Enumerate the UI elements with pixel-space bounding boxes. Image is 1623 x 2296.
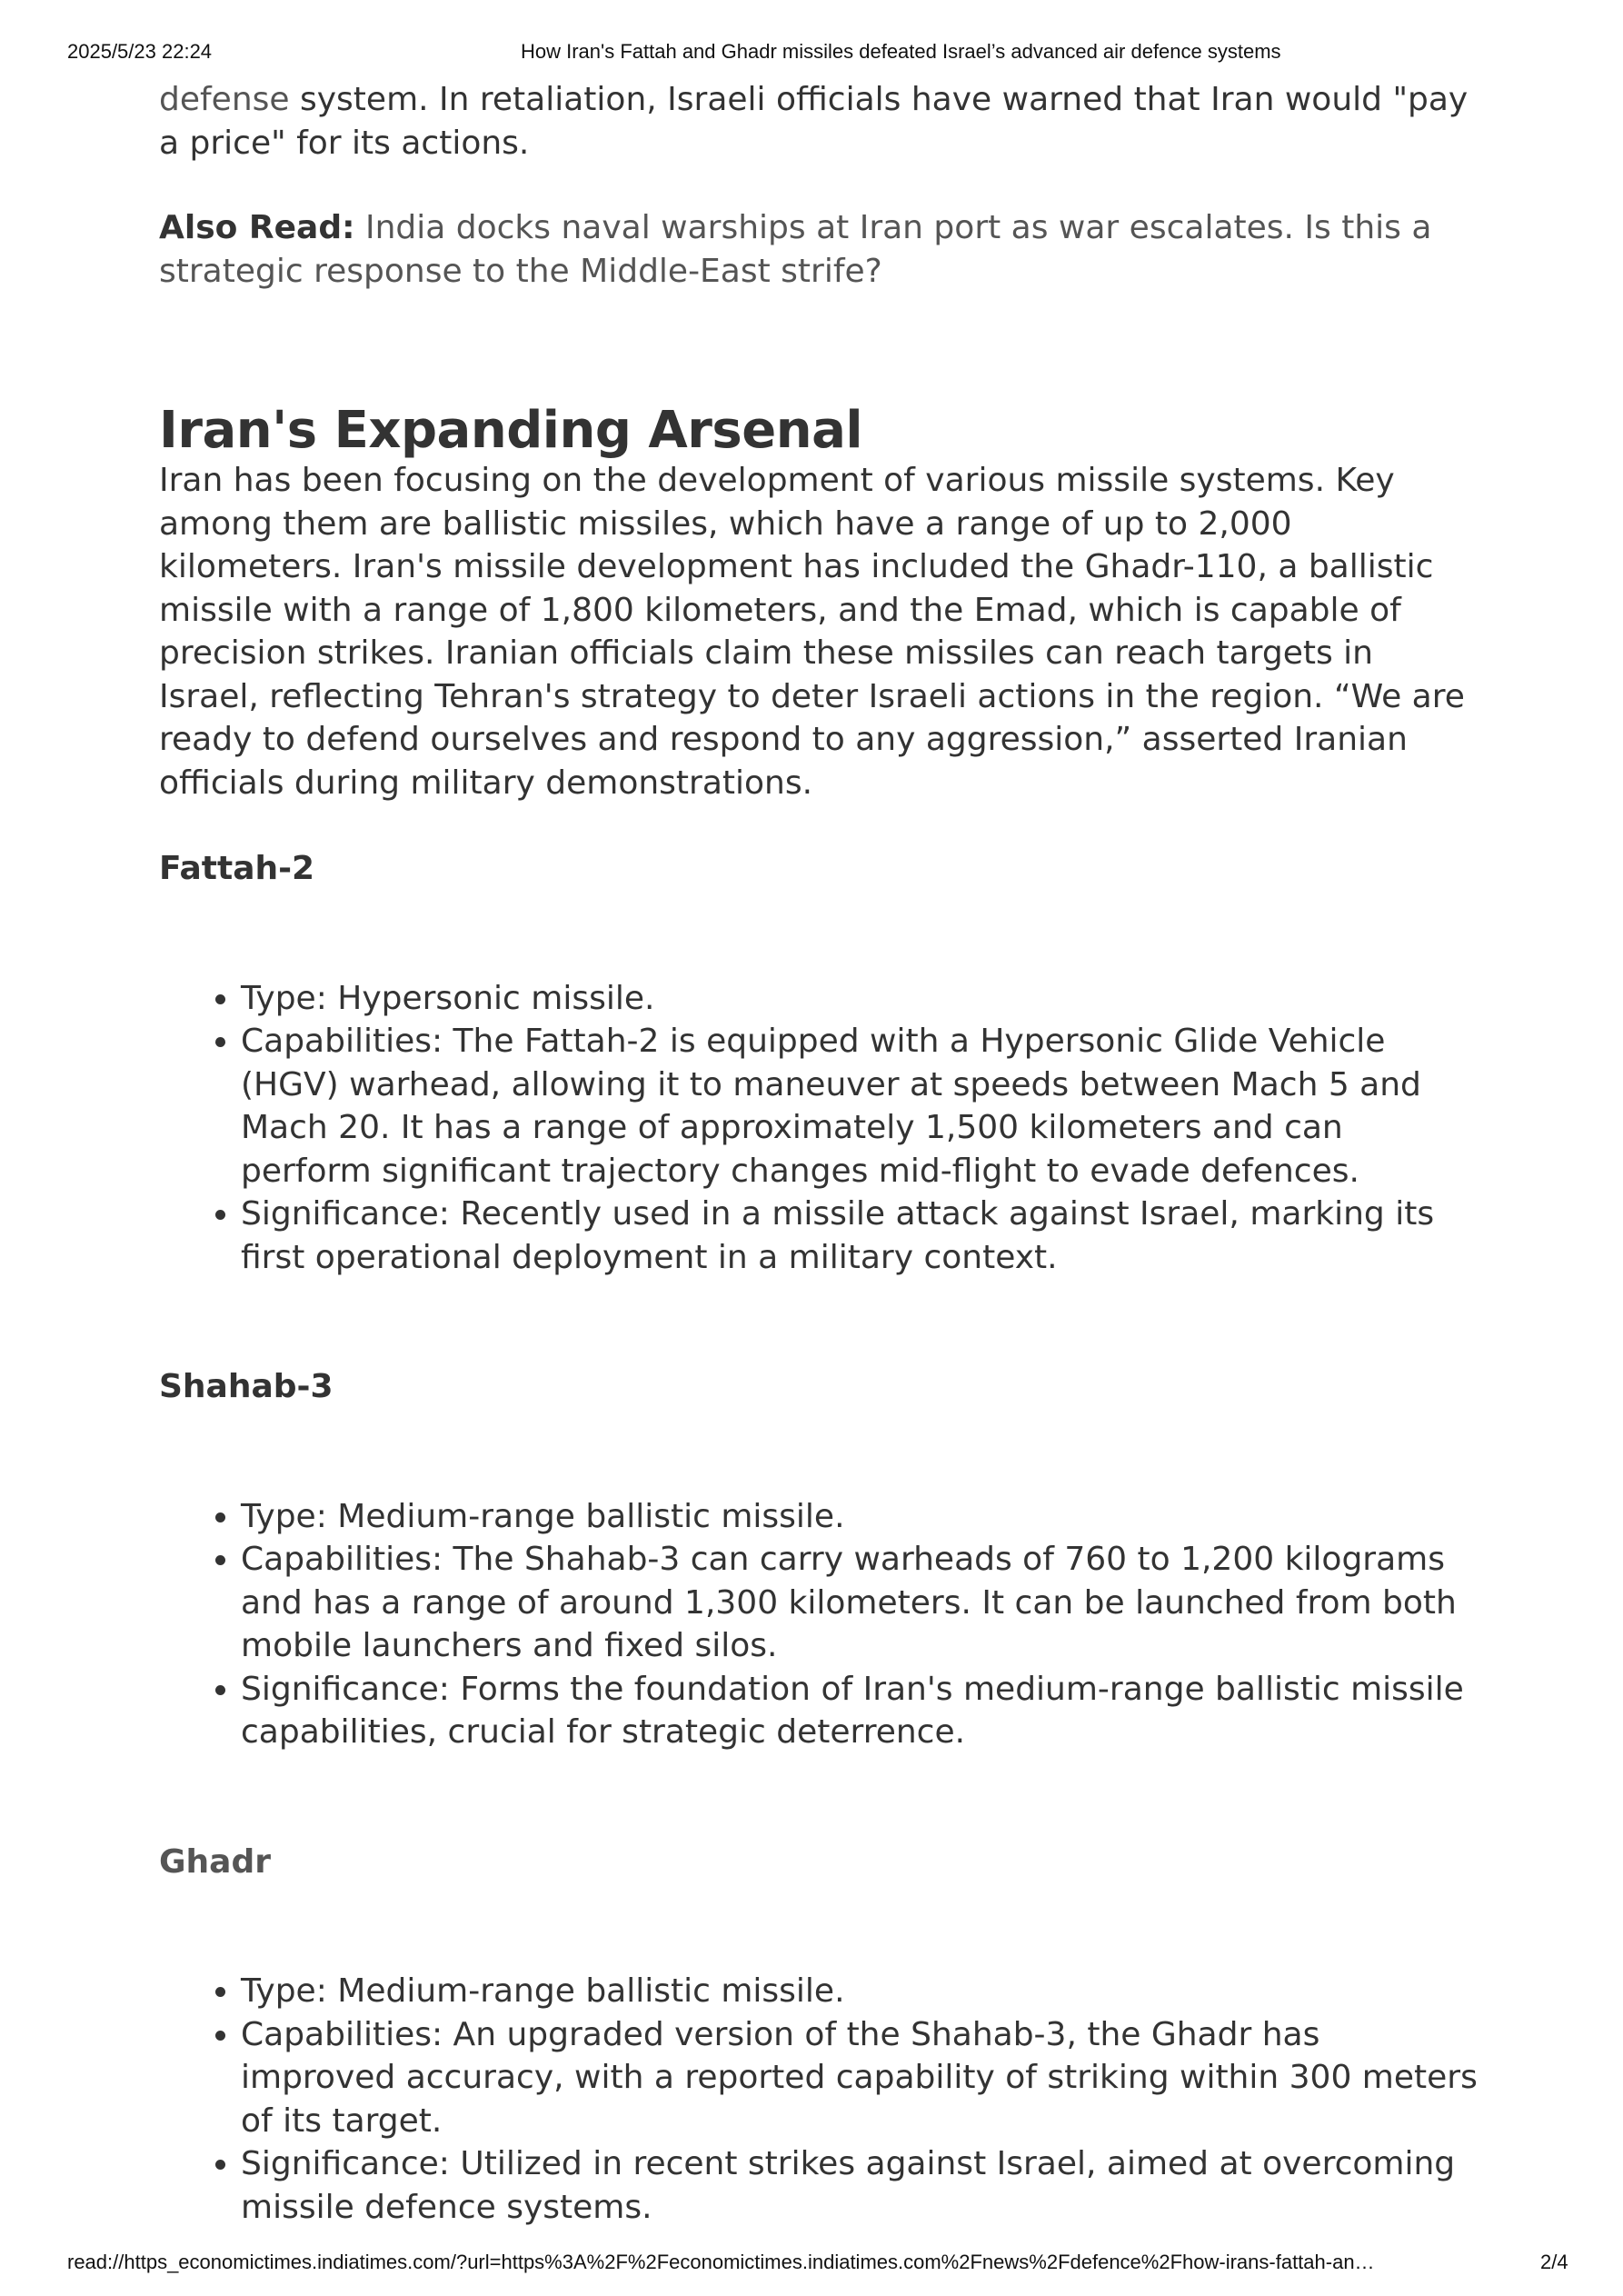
- list-item: • Significance: Utilized in recent strikes against Israel, aimed at overcoming missile defence systems.: [241, 2142, 1481, 2229]
- page-number: 2/4: [1540, 2251, 1568, 2273]
- print-page-title: How Iran's Fattah and Ghadr missiles defeated Israel’s advanced air defence systems: [521, 40, 1281, 63]
- list-item: • Significance: Recently used in a missile attack against Israel, marking its first operational deployment in a military context.: [241, 1193, 1481, 1279]
- missile-details-ghadr: [159, 1970, 1481, 2229]
- print-url: read://https_economictimes.indiatimes.com/?url=https%3A%2F%2Feconomictimes.indiatimes.com%2Fnews%2Fdefence%2Fhow-irans-fattah-an…: [67, 2251, 1375, 2273]
- missile-heading-ghadr: Ghadr: [159, 1842, 271, 1881]
- article-body: [159, 78, 1481, 2229]
- list-item: • Capabilities: The Shahab-3 can carry warheads of 760 to 1,200 kilograms and has a range of around 1,300 kilometers. It can be launched from both mobile launchers and fixed silos.: [241, 1538, 1481, 1668]
- missile-details-shahab-3: [159, 1495, 1481, 1754]
- list-item: • Significance: Forms the foundation of Iran's medium-range ballistic missile capabilities, crucial for strategic deterrence.: [241, 1668, 1481, 1754]
- print-date: 2025/5/23 22:24: [67, 40, 213, 63]
- defense-link[interactable]: defense: [159, 81, 290, 118]
- list-item: • Capabilities: An upgraded version of the Shahab-3, the Ghadr has improved accuracy, with a reported capability of striking within 300 meters of its target.: [241, 2013, 1481, 2143]
- print-footer: [0, 2251, 1623, 2278]
- section-heading: Iran's Expanding Arsenal: [159, 401, 863, 460]
- list-item: • Capabilities: The Fattah-2 is equipped with a Hypersonic Glide Vehicle (HGV) warhead, allowing it to maneuver at speeds between Mach 5 and Mach 20. It has a range of approximately 1,500 kilometers and can perform significant trajectory changes mid-flight to evade defences.: [241, 1020, 1481, 1193]
- missile-heading-fattah-2: Fattah-2: [159, 850, 315, 887]
- article-paragraph: [159, 78, 1481, 165]
- missile-heading-shahab-3: Shahab-3: [159, 1368, 334, 1405]
- also-read-link[interactable]: India docks naval warships at Iran port as war escalates. Is this a strategic response to the Middle-East strife?: [159, 209, 1432, 290]
- print-header: [0, 40, 1623, 67]
- also-read-label: Also Read:: [159, 209, 355, 246]
- list-item: • Type: Medium-range ballistic missile.: [241, 1495, 1481, 1539]
- also-read: [159, 206, 1481, 293]
- list-item: • Type: Medium-range ballistic missile.: [241, 1970, 1481, 2013]
- paragraph-text: system. In retaliation, Israeli officials have warned that Iran would "pay a price" for its actions.: [159, 81, 1469, 162]
- missile-details-fattah-2: [159, 977, 1481, 1280]
- list-item: • Type: Hypersonic missile.: [241, 977, 1481, 1021]
- section-intro: Iran has been focusing on the development of various missile systems. Key among them are ballistic missiles, which have a range of up to 2,000 kilometers. Iran's missile development has included the Ghadr-110, a ballistic missile with a range of 1,800 kilometers, and the Emad, which is capable of precision strikes. Iranian officials claim these missiles can reach targets in Israel, reflecting Tehran's strategy to deter Israeli actions in the region. “We are ready to defend ourselves and respond to any aggression,” asserted Iranian officials during military demonstrations.: [159, 462, 1465, 802]
